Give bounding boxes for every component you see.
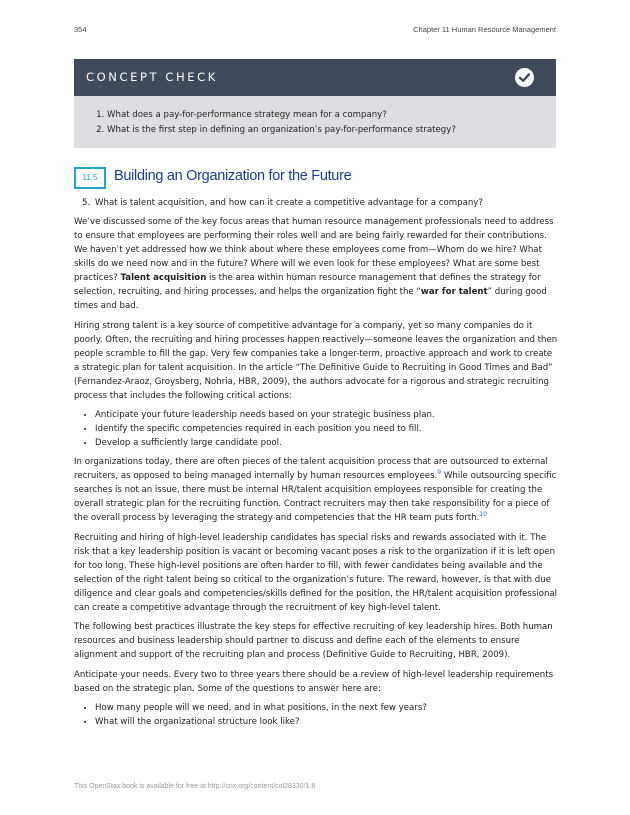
concept-check-box bbox=[74, 59, 556, 148]
paragraph: The following best practices illustrate the key steps for effective recruiting of key leadership hires. Both human resources and business leadership should partner to discuss and define each of the elements to ensure alignment and support of the recruiting plan and process (Definitive Guide to Recruiting, HBR, 2009). bbox=[74, 622, 553, 660]
paragraph: Hiring strong talent is a key source of competitive advantage for a company, yet so many companies do it poorly. Often, the recruiting and hiring processes happen reactively—someone leaves the organization and then people scramble to fill the gap. Very few companies take a longer-term, proactive approach and work to create a strategic plan for talent acquisition. In the article “The Definitive Guide to Recruiting in Good Times and Bad” (Fernandez-Araoz, Groysberg, Nohria, HBR, 2009), the authors advocate for a rigorous and strategic recruiting process that includes the following critical actions: bbox=[74, 320, 558, 401]
page-number: 354 bbox=[74, 25, 87, 34]
section-number: 11.5 bbox=[74, 167, 106, 189]
concept-check-question: 1. What does a pay-for-performance strategy mean for a company? bbox=[107, 108, 542, 123]
learning-outcome-text: What is talent acquisition, and how can it create a competitive advantage for a company? bbox=[95, 198, 483, 208]
body-text bbox=[74, 215, 558, 734]
concept-check-question: 2. What is the first step in defining an organization’s pay-for-performance strategy? bbox=[107, 123, 542, 138]
page-footer: This OpenStax book is available for free at http://cnx.org/content/col28330/1.8 bbox=[74, 783, 316, 790]
concept-check-questions bbox=[90, 108, 542, 137]
footnote-link[interactable]: 10 bbox=[479, 511, 487, 519]
checkmark-icon bbox=[515, 68, 534, 87]
key-term[interactable]: war for talent bbox=[420, 287, 488, 297]
paragraph: We’ve discussed some of the key focus areas that human resource management professionals need to address to ensure that employees are performing their roles well and are being fairly rewarded for their contributions. We haven’t yet addressed how we think about where these employees come from—Whom do we hire? What skills do we need now and in the future? Where will we even look for these employees? What are some best practices? Talent acquisition is the area within human resource management that defines the strategy for selection, recruiting, and hiring processes, and helps the organization fight the “war for talent” during good times and bad. bbox=[74, 217, 554, 311]
learning-outcome bbox=[82, 198, 483, 208]
concept-check-body bbox=[74, 96, 556, 148]
list-item: • What will the organizational structure look like? bbox=[95, 715, 558, 729]
paragraph: Anticipate your needs. Every two to three years there should be a review of high-level leadership requirements based on the strategic plan. Some of the questions to answer here are: bbox=[74, 669, 554, 694]
paragraph: Recruiting and hiring of high-level leadership candidates has special risks and rewards associated with it. The risk that a key leadership position is vacant or becoming vacant poses a risk to the organization if it is left open for too long. These high-level positions are often harder to fill, with fewer candidates being available and the selection of the right talent being so critical to the organization’s future. The reward, however, is that with due diligence and clear goals and competencies/skills defined for the position, the HR/talent acquisition professional can create a competitive advantage through the recruitment of key high-level talent. bbox=[74, 532, 558, 613]
concept-check-title: CONCEPT CHECK bbox=[86, 70, 218, 84]
section-title: Building an Organization for the Future bbox=[114, 168, 352, 184]
bullet-list bbox=[74, 701, 558, 729]
chapter-title: Chapter 11 Human Resource Management bbox=[413, 25, 556, 34]
concept-check-header bbox=[74, 59, 556, 96]
list-item: • Identify the specific competencies required in each position you need to fill. bbox=[95, 422, 558, 436]
paragraph: In organizations today, there are often pieces of the talent acquisition process that are outsourced to external recruiters, as opposed to being managed internally by human resources employees.$^9$ While outsourcing specific searches is not an issue, there must be internal HR/talent acquisition employees responsible for creating the overall strategic plan for the recruiting function. Contract recruiters may then take responsibility for a piece of the overall process by leveraging the strategy and competencies that the HR team puts forth.$^{10}$ bbox=[74, 457, 557, 523]
key-term[interactable]: Talent acquisition bbox=[120, 273, 207, 283]
list-item: • Develop a sufficiently large candidate pool. bbox=[95, 436, 558, 450]
bullet-list bbox=[74, 408, 558, 450]
list-item: • How many people will we need, and in what positions, in the next few years? bbox=[95, 701, 558, 715]
list-item: • Anticipate your future leadership needs based on your strategic business plan. bbox=[95, 408, 558, 422]
learning-outcome-number: 5. bbox=[82, 198, 91, 208]
footnote-link[interactable]: 9 bbox=[437, 469, 442, 477]
section-heading bbox=[74, 167, 556, 189]
